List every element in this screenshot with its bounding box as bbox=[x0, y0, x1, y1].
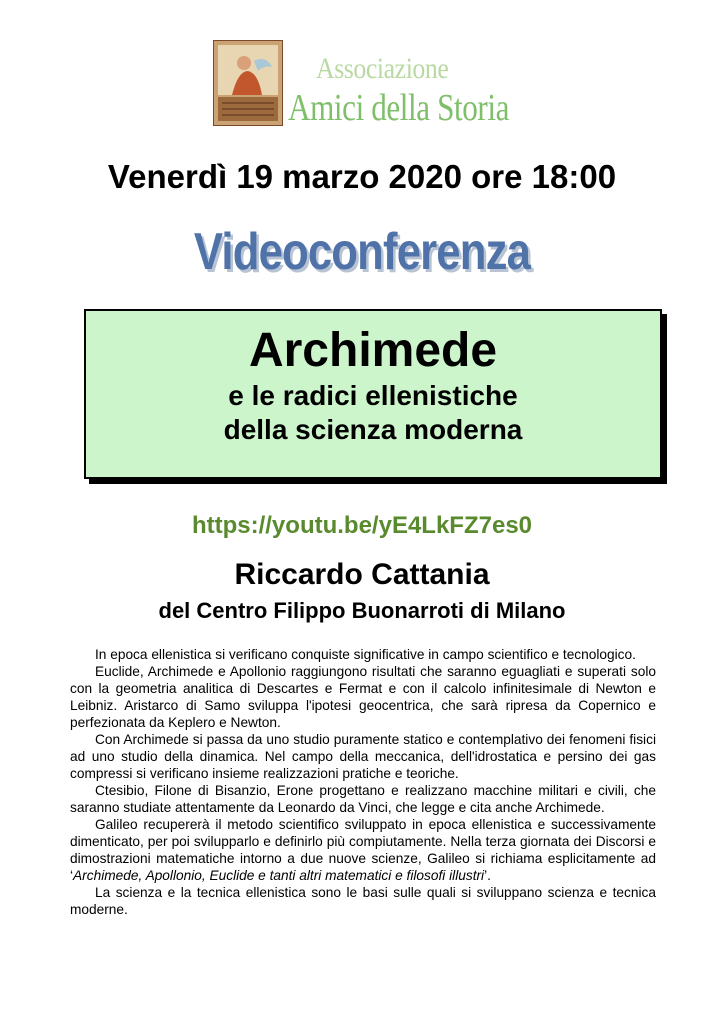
abstract bbox=[70, 646, 656, 918]
association-logo-image bbox=[213, 40, 283, 126]
title-box bbox=[84, 309, 662, 479]
speaker-affiliation: del Centro Filippo Buonarroti di Milano bbox=[158, 598, 566, 623]
speaker-name: Riccardo Cattania bbox=[234, 558, 490, 591]
org-name-line1: Associazione bbox=[316, 52, 449, 85]
video-link[interactable]: https://youtu.be/yE4LkFZ7es0 bbox=[191, 512, 533, 539]
org-name-line2: Amici della Storia bbox=[288, 87, 510, 129]
abstract-paragraph-4: Ctesibio, Filone di Bisanzio, Erone progettano e realizzano macchine militari e civili, che saranno studiate attentamente da Leonardo da Vinci, che legge e cita anche Archimede. bbox=[70, 783, 656, 815]
abstract-paragraph-2: Euclide, Archimede e Apollonio raggiungono risultati che saranno eguagliati e superati solo con la geometria analitica di Descartes e Fermat e con il calcolo infinitesimale di Newton e Leibniz. Aristarco di Samo sviluppa l'ipotesi geocentrica, che sarà ripresa da Copernico e perfezionata da Keplero e Newton. bbox=[70, 664, 656, 730]
galileo-quote: Archimede, Apollonio, Euclide e tanti altri matematici e filosofi illustri bbox=[73, 868, 485, 883]
fresco-icon bbox=[214, 41, 282, 125]
abstract-paragraph-1: In epoca ellenistica si verificano conquiste significative in campo scientifico e tecnologico. bbox=[95, 647, 636, 662]
event-format: Videoconferenza bbox=[193, 223, 531, 281]
abstract-paragraph-6: La scienza e la tecnica ellenistica sono le basi sulle quali si sviluppano scienza e tecnica moderne. bbox=[70, 885, 656, 917]
title-sub-line2: della scienza moderna bbox=[223, 414, 523, 445]
org-header bbox=[213, 40, 513, 130]
title-sub-line1: e le radici ellenistiche bbox=[228, 380, 518, 411]
paragraph-5-end: ’. bbox=[484, 868, 491, 883]
paragraph-5-text: Galileo recupererà il metodo scientifico sviluppato in epoca ellenistica e successivamente dimenticato, per poi svilupparlo e definirlo più compiutamente. Nella terza giornata dei Discorsi e dimostrazioni matematiche intorno a due nuove scienze, Galileo si richiama esplicitamente ad ‘ bbox=[70, 817, 656, 883]
abstract-paragraph-3: Con Archimede si passa da uno studio puramente statico e contemplativo dei fenomeni fisici ad uno studio della dinamica. Nel campo della meccanica, dell'idrostatica e persino dei gas compressi si verificano insieme realizzazioni pratiche e teoriche. bbox=[70, 732, 656, 781]
event-date: Venerdì 19 marzo 2020 ore 18:00 bbox=[107, 158, 617, 195]
abstract-paragraph-5 bbox=[70, 816, 656, 884]
title-main: Archimede bbox=[248, 324, 498, 377]
